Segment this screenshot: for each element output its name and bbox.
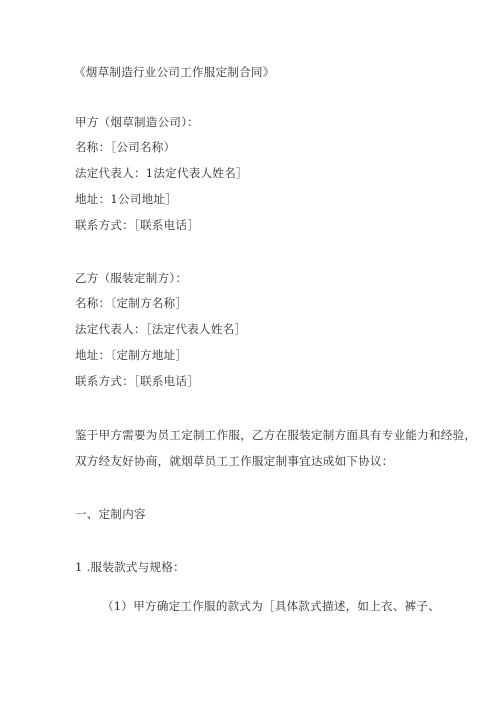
party-b-legal-rep: 法定代表人：［法定代表人姓名］ bbox=[75, 322, 247, 336]
party-b-name: 名称：〔定制方名称］ bbox=[75, 296, 188, 310]
contract-title: 《烟草制造行业公司工作服定制合同》 bbox=[74, 65, 275, 79]
preamble-line-2: 双方经友好协商，就烟草员工工作服定制事宜达成如下协议： bbox=[75, 454, 394, 468]
party-b-contact: 联系方式：［联系电话］ bbox=[75, 374, 200, 388]
party-b-heading: 乙方（服装定制方）： bbox=[75, 271, 188, 285]
party-b-address: 地址：〔定制方地址］ bbox=[75, 348, 188, 362]
item-1-heading: 1 .服装款式与规格： bbox=[75, 560, 185, 574]
party-a-address: 地址：1公司地址］ bbox=[75, 192, 178, 206]
preamble-line-1: 鉴于甲方需要为员工定制工作服，乙方在服装定制方面具有专业能力和经验， bbox=[75, 428, 477, 442]
party-a-contact: 联系方式：［联系电话］ bbox=[75, 218, 200, 232]
section-1-heading: 一、定制内容 bbox=[75, 507, 146, 521]
party-a-name: 名称：［公司名称） bbox=[75, 140, 176, 154]
item-1-sub-1: （1）甲方确定工作服的款式为［具体款式描述，如上衣、裤子、 bbox=[102, 599, 441, 613]
party-a-legal-rep: 法定代表人：1法定代表人姓名］ bbox=[75, 166, 248, 180]
party-a-heading: 甲方（烟草制造公司）： bbox=[75, 115, 200, 129]
